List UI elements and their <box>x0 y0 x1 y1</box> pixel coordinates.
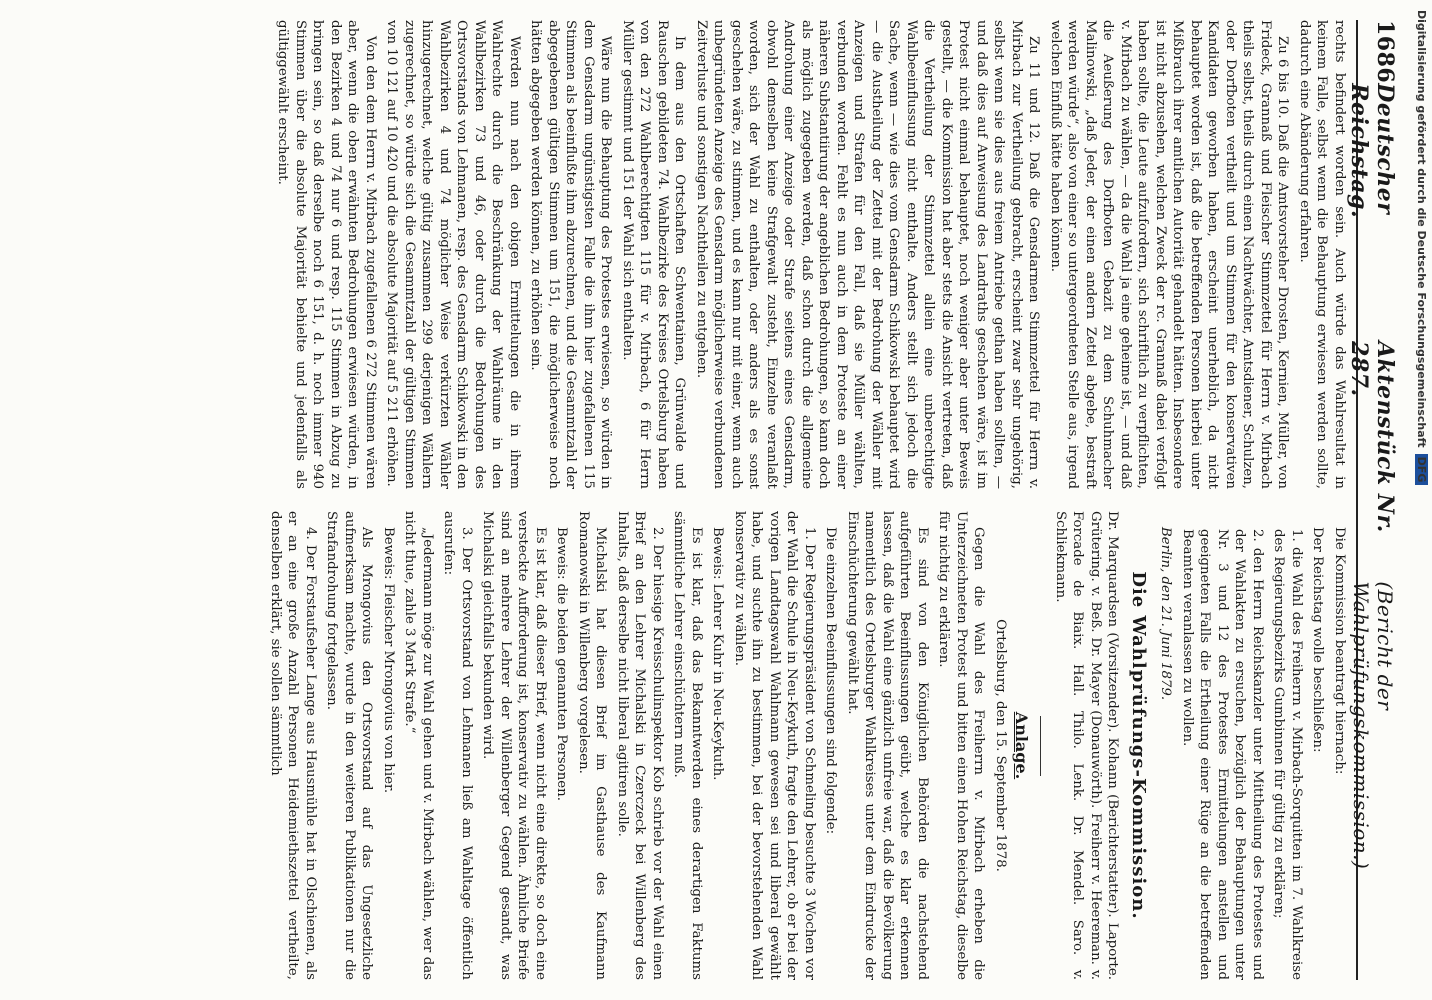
paragraph: 2. Der hiesige Kreisschulinspektor Kob schrieb vor der Wahl einen Brief an den Lehrer Michalski in Czerczeck bei Willenberg des Inhalts, daß derselbe nicht liberal agitiren solle. <box>615 511 665 980</box>
paragraph: Gegen die Wahl des Freiherrn v. Mirbach erheben die Unterzeichneten Protest und bitten einen Hohen Reichstag, dieselbe für nichtig zu erklären. <box>936 511 987 980</box>
page-header <box>1346 20 1398 980</box>
text-columns <box>40 20 1348 980</box>
paragraph: Es ist klar, daß das Bekanntwerden eines derartigen Faktums sämmtliche Lehrer einschüchtern muß. <box>671 511 704 980</box>
commission-title: Die Wahlprüfungs-Kommission. <box>1128 571 1149 920</box>
document-number: Aktenstück Nr. 287. <box>1346 341 1398 533</box>
paragraph: Zu 6 bis 10. Daß die Amtsvorsteher Drosten, Kernien, Müller, von Frideck, Grannaß und Fleischer Stimmzettel für Herrn v. Mirbach theils selbst, theils durch einen Nachtwächter, Amtsdiener, Schulzen, oder Dorfboten vertheilt und um Stimmen für den konservativen Kandidaten geworben haben, erscheint unerheblich, da nicht behauptet worden ist, daß die betreffenden Personen hierbei unter Mißbrauch ihrer amtlichen Autorität gehandelt hätten. Insbesondere ist nicht abzusehen, welchen Zweck der rc. Grannaß dabei verfolgt haben sollte, die Leute aufzufordern, sich schriftlich zu verpflichten, v. Mirbach zu wählen, — da die Wahl ja eine geheime ist, — und daß die Aeußerung des Dorfboten Gebazit zu dem Schuhmacher Malinowski, „daß Jeder, der einen andern Zettel abgebe, bestraft werden würde“, also von einer so untergeordneten Stelle aus, irgend welchen Einfluß hätte haben können. <box>1048 20 1291 489</box>
divider <box>1041 716 1042 776</box>
paragraph: Werden nun nach den obigen Ermittelungen die in ihrem Wahlrechte durch die Beschränkung der Wahlräume in den Wahlbezirken 73 und 46, oder durch die Bedrohungen des Ortsvorstands von Lehmanen, resp. des Gensdarm Schikowski in den Wahlbezirken 4 und 74 möglicher Weise verkürzten Wähler hinzugerechnet, welche gültig zusammen 299 derjenigen Wählern zugerechnet, so würde sich die Gesammtzahl der gültigen Stimmen von 10 121 auf 10 420 und die absolute Majorität auf 5 211 erhöhen. <box>384 20 522 489</box>
scanned-page <box>30 0 1410 1000</box>
motion-intro-2: Der Reichstag wolle beschließen: <box>1310 527 1326 753</box>
paragraph: Beweis: Lehrer Kuhr in Neu-Keykuth. <box>710 527 726 781</box>
motion-intro: Die Kommission beantragt hiernach: <box>1332 527 1347 775</box>
paragraph: Wäre nun die Behauptung des Protestes erwiesen, so würden in dem Gensdarm ungünstigsten Falle die ihm hier zugefallenen 115 Stimmen als beeinflußte ihm abzurechnen, und die Gesammtzahl der abgegebenen gültigen Stimmen um 151, die möglicherweise noch hätten abgegeben werden können, zu erhöhen sein. <box>528 20 614 489</box>
paragraph: Zu 11 und 12. Daß die Gensdarmen Stimmzettel für Herrn v. Mirbach zur Vertheilung gebracht, erscheint zwar sehr ungehörig, selbst wenn sie dies aus freiem Antriebe gethan haben sollten, — und daß dies auf Anweisung des Landraths geschehen wäre, ist im Protest nicht einmal behauptet, noch weniger aber unter Beweis gestellt, — die Kommission hat aber stets die Ansicht vertreten, daß die Vertheilung der Stimmzettel allein eine unberechtigte Wahlbeeinflussung nicht enthalte. Anders stellt sich jedoch die Sache, wenn — wie dies vom Gensdarm Schikowski behauptet wird — die Austheilung der Zettel mit der Bedrohung der Wähler mit Anzeigen und Strafen für den Fall, daß sie Müller wählten, verbunden worden. Fehlt es nun auch in dem Proteste an einer näheren Substantiirung der angeblichen Bedrohungen, so kann doch als möglich zugegeben werden, daß schon durch die allgemeine Androhung einer Anzeige oder Strafe seitens eines Gensdarm, obwohl demselben keine Strafgewalt zusteht, Einzelne veranlaßt worden, sich der Wahl zu enthalten, oder anders als es sonst geschehen wäre, zu stimmen, und es kann nur mit einer, wenn auch unbegründeten Anzeige des Gensdarm möglicherweise verbundenen Zeitverluste und sonstigen Nachtheilen zu entgehen. <box>694 20 1042 489</box>
paragraph: In dem aus den Ortschaften Schwentainen, Grünwalde und Rauschen gebildeten 74. Wahlbezirke des Kreises Ortelsburg haben von den 272 Wahlberechtigten 115 für v. Mirbach, 6 für Herrn Müller gestimmt und 151 der Wahl sich enthalten. <box>620 20 688 489</box>
paragraph: 1. Der Regierungspräsident von Schmeling besuchte 3 Wochen vor der Wahl die Schule in Neu-Keykuth, fragte den Lehrer, ob er bei der vorigen Landtagswahl Wahlmann gewesen sei und liberal gewählt habe, und suchte ihn zu bestimmen, bei der bevorstehenden Wahl konservativ zu wählen. <box>732 511 817 980</box>
paragraph: 3. Der Ortsvorstand von Lehmanen ließ am Wahltage öffentlich ausrufen: <box>441 511 474 980</box>
paragraph: „Jedermann möge zur Wahl gehen und v. Mirbach wählen, wer das nicht thue, zahle 3 Mark Strafe.“ <box>402 511 435 980</box>
paragraph: Von den dem Herrn v. Mirbach zugefallenen 6 272 Stimmen wären aber, wenn die oben erwähnten Bedrohungen erwiesen würden, in den Bezirken 4 und 74 nur 6 und resp. 115 Stimmen in Abzug zu bringen sein, so daß derselbe noch 6 151, d. h. noch immer 940 Stimmen über die absolute Majorität behielte und jedenfalls als gültiggewählt erscheint. <box>275 20 378 489</box>
paragraph: Beweis: Fleischer Mrongovius von hier. <box>381 527 396 794</box>
column-left <box>40 20 1348 489</box>
paragraph: Beweis: die beiden genannten Personen. <box>554 527 570 801</box>
column-right <box>40 511 1348 980</box>
motion-item: 1. die Wahl des Freiherrn v. Mirbach-Sorquitten im 7. Wahlkreise des Regierungsbezirks Gumbinnen für gültig zu erklären; <box>1271 529 1304 980</box>
dfg-logo: DFG <box>1415 454 1428 486</box>
digitization-note <box>1410 10 1430 990</box>
digitization-credit: Digitalisierung gefördert durch die Deutsche Forschungsgemeinschaft <box>1415 10 1428 448</box>
appendix-heading: Anlage. <box>1012 711 1032 780</box>
motion-list <box>1179 511 1306 980</box>
motion-item: 2. den Herrn Reichskanzler unter Mittheilung des Protestes und der Wahlakten zu ersuchen, bezüglich der Behauptungen unter Nr. 3 und 12 des Protestes Ermittelungen anstellen und geeigneten Falls die Ertheilung einer Rüge an die betreffenden Beamten veranlassen zu wollen. <box>1180 529 1265 980</box>
paragraph: rechts befindert worden sein. Auch würde das Wahlresultat in keinem Falle, selbst wenn die Behauptung erwiesen werden sollte, dadurch eine Abänderung erfahren. <box>1297 20 1347 489</box>
appendix-date: Ortelsburg, den 15. September 1878. <box>993 619 1008 872</box>
paragraph: Als Mrongovius den Ortsvorstand auf das Ungesetzliche aufmerksam machte, wurde in den weiteren Publikationen nur die Strafandrohung fortgelassen. <box>324 511 375 980</box>
paragraph: 4. Der Forstaufseher Lange aus Hausmühle hat in Olschienen, als er an eine große Anzahl Personen Heidemiethszettel vertheilte, denselben erklärt, sie sollen sämmtlich <box>268 511 318 980</box>
paragraph: Es ist klar, daß dieser Brief, wenn nicht eine direkte, so doch eine versteckte Aufforderung ist, konservativ zu wählen. Ähnliche Briefe sind an mehrere Lehrer der Willenberger Gegend gesandt, was Michalski gleichfalls bekunden wird. <box>480 511 548 980</box>
paragraph: Die einzelnen Beeinflussungen sind folgende: <box>823 527 839 835</box>
publication-title: Deutscher Reichstag. <box>1346 83 1398 219</box>
commission-members: Dr. Marquardsen (Vorsitzender). Kohann (Berichterstatter). Laporte. Grütering. v. Beß. Dr. Mayer (Donauwörth). Freiherr v. Heereman. v. Forcade de Biaix. Hall. Thilo. Lenk. Dr. Mendel. Saro. v. Schliekmann. <box>1053 511 1121 980</box>
page-number: 1686 <box>1372 20 1398 84</box>
paragraph: Es sind von den Königlichen Behörden die nachstehend aufgeführten Beeinflussungen geübt, welche es klar erkennen lassen, daß die Wahl eine gänzlich unfreie war, daß die Bevölkerung namentlich des Ortelsburger Wahlkreises unter dem Eindrucke der Einschüchterung gewählt hat. <box>845 511 930 980</box>
date-line: Berlin, den 21. Juni 1879. <box>1158 527 1174 701</box>
digitization-text <box>1415 10 1428 990</box>
section-title: (Bericht der Wahlprüfungskommission.) <box>1349 581 1397 870</box>
paragraph: Michalski hat diesen Brief im Gasthause des Kaufmann Romanowski in Willenberg vorgelesen. <box>576 511 609 980</box>
